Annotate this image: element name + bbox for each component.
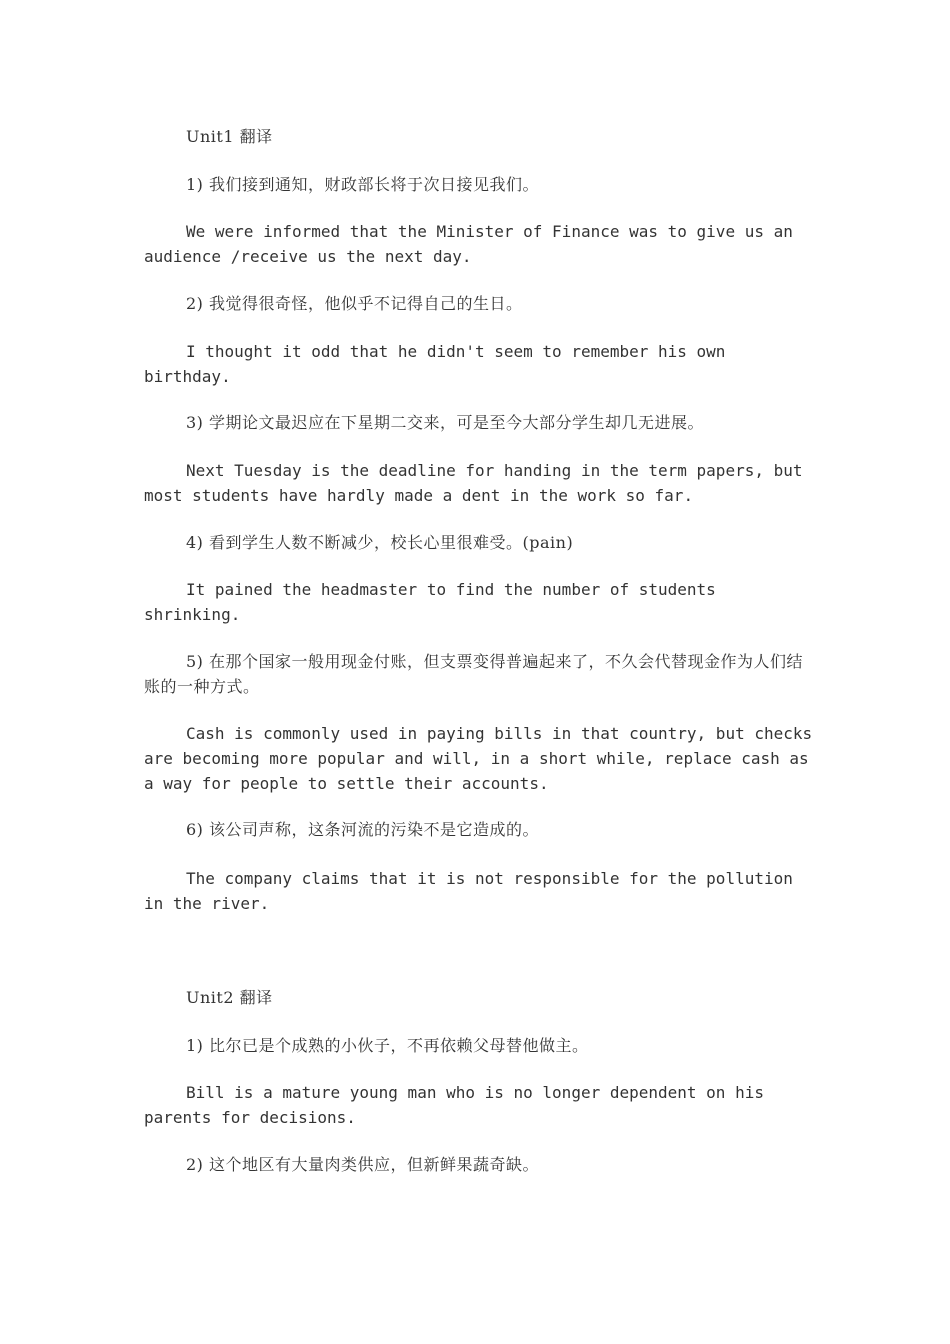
unit1-item6-english: The company claims that it is not responsible for the pollution in the river.	[144, 869, 803, 913]
unit2-item2-chinese: 2) 这个地区有大量肉类供应，但新鲜果蔬奇缺。	[186, 1155, 540, 1174]
unit1-item3-english: Next Tuesday is the deadline for handing in the term papers, but most students have hardly made a dent in the work so far.	[144, 461, 813, 505]
unit2-item1-chinese: 1) 比尔已是个成熟的小伙子，不再依赖父母替他做主。	[186, 1036, 589, 1055]
unit1-item3-chinese: 3) 学期论文最迟应在下星期二交来，可是至今大部分学生却几无进展。	[186, 413, 705, 432]
unit2-heading: Unit2 翻译	[186, 988, 273, 1007]
unit1-item4-english: It pained the headmaster to find the number of students shrinking.	[144, 580, 726, 624]
unit1-item6-chinese: 6) 该公司声称，这条河流的污染不是它造成的。	[186, 820, 540, 839]
unit1-heading: Unit1 翻译	[186, 127, 273, 146]
unit1-item1-chinese: 1) 我们接到通知，财政部长将于次日接见我们。	[186, 175, 540, 194]
unit2-item1-english: Bill is a mature young man who is no longer dependent on his parents for decisions.	[144, 1083, 774, 1127]
unit1-item2-english: I thought it odd that he didn't seem to remember his own birthday.	[144, 342, 736, 386]
unit1-item1-english: We were informed that the Minister of Finance was to give us an audience /receive us the next day.	[144, 222, 803, 266]
unit1-item2-chinese: 2) 我觉得很奇怪，他似乎不记得自己的生日。	[186, 294, 523, 313]
unit1-item5-english: Cash is commonly used in paying bills in that country, but checks are becoming more popular and will, in a short while, replace cash as a way for people to settle their accounts.	[144, 724, 822, 793]
unit1-item5-chinese: 5) 在那个国家一般用现金付账，但支票变得普遍起来了，不久会代替现金作为人们结账的一种方式。	[144, 652, 804, 696]
unit1-item4-chinese: 4) 看到学生人数不断减少，校长心里很难受。(pain)	[186, 533, 574, 552]
